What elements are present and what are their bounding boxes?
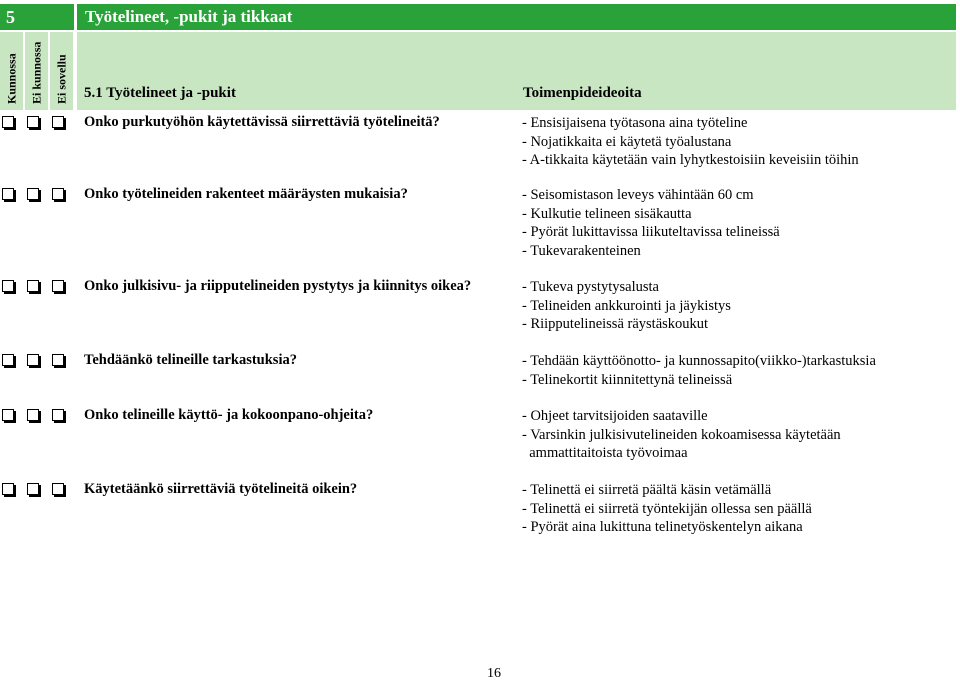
question-text: Onko telineille käyttö- ja kokoonpano-ohjeita? <box>84 407 374 423</box>
checkbox-group <box>2 188 82 202</box>
action-list <box>522 481 812 537</box>
action-item: - Telinettä ei siirretä työntekijän ollessa sen päällä <box>522 500 812 517</box>
checkbox-ei-kunnossa[interactable] <box>27 280 39 292</box>
checkbox-ei-kunnossa[interactable] <box>27 409 39 421</box>
action-item: - Ohjeet tarvitsijoiden saataville <box>522 408 708 424</box>
checkbox-kunnossa[interactable] <box>2 116 14 128</box>
checkbox-ei-kunnossa[interactable] <box>27 483 39 495</box>
column-header-kunnossa: Kunnossa <box>0 32 23 110</box>
checkbox-group <box>2 280 82 294</box>
section-title: Työtelineet, -pukit ja tikkaat <box>77 4 956 30</box>
question-text: Onko työtelineiden rakenteet määräysten mukaisia? <box>84 186 408 202</box>
action-item: - Varsinkin julkisivutelineiden kokoamisessa käytetään <box>522 426 841 443</box>
checkbox-kunnossa[interactable] <box>2 409 14 421</box>
checkbox-kunnossa[interactable] <box>2 354 14 366</box>
question-text: Tehdäänkö telineille tarkastuksia? <box>84 352 297 368</box>
subsection-header <box>77 32 956 110</box>
action-item: - Pyörät aina lukittuna telinetyöskentelyn aikana <box>522 519 803 535</box>
checkbox-group <box>2 354 82 368</box>
checkbox-group <box>2 116 82 130</box>
page-number: 16 <box>487 666 501 681</box>
action-item: - Tukeva pystytysalusta <box>522 279 659 295</box>
checkbox-ei-sovellu[interactable] <box>52 188 64 200</box>
action-item: - Nojatikkaita ei käytetä työalustana <box>522 133 732 150</box>
checkbox-ei-sovellu[interactable] <box>52 280 64 292</box>
checkbox-ei-kunnossa[interactable] <box>27 116 39 128</box>
action-list <box>522 407 841 463</box>
checkbox-ei-sovellu[interactable] <box>52 483 64 495</box>
column-header-ei-sovellu: Ei sovellu <box>50 32 73 110</box>
checkbox-ei-sovellu[interactable] <box>52 354 64 366</box>
action-item: - Telinekortit kiinnitettynä telineissä <box>522 371 733 388</box>
action-item: - A-tikkaita käytetään vain lyhytkestoisiin keveisiin töihin <box>522 152 859 168</box>
checkbox-ei-sovellu[interactable] <box>52 116 64 128</box>
action-list <box>522 352 876 389</box>
action-item: - Tukevarakenteinen <box>522 242 641 259</box>
question-text: Onko purkutyöhön käytettävissä siirrettäviä työtelineitä? <box>84 114 440 130</box>
action-list <box>522 278 731 334</box>
checkbox-kunnossa[interactable] <box>2 280 14 292</box>
action-list <box>522 186 780 260</box>
section-header <box>0 4 956 30</box>
action-item: - Seisomistason leveys vähintään 60 cm <box>522 187 754 203</box>
action-item: - Ensisijaisena työtasona aina työteline <box>522 115 748 131</box>
checkbox-ei-kunnossa[interactable] <box>27 354 39 366</box>
checkbox-column-headers <box>0 32 74 110</box>
action-item: - Telinettä ei siirretä päältä käsin vetämällä <box>522 482 772 498</box>
action-item: - Riipputelineissä räystäskoukut <box>522 316 709 332</box>
checkbox-ei-kunnossa[interactable] <box>27 188 39 200</box>
checkbox-group <box>2 483 82 497</box>
action-item: - Telineiden ankkurointi ja jäykistys <box>522 297 731 314</box>
checkbox-kunnossa[interactable] <box>2 188 14 200</box>
question-text: Onko julkisivu- ja riipputelineiden pystytys ja kiinnitys oikea? <box>84 278 472 294</box>
section-number: 5 <box>0 4 74 30</box>
actions-heading: Toimenpideideoita <box>523 85 642 101</box>
checkbox-kunnossa[interactable] <box>2 483 14 495</box>
action-item: - Pyörät lukittavissa liikuteltavissa telineissä <box>522 224 780 240</box>
column-header-ei-kunnossa: Ei kunnossa <box>25 32 48 110</box>
action-item: - Tehdään käyttöönotto- ja kunnossapito(viikko-)tarkastuksia <box>522 353 876 369</box>
checkbox-group <box>2 409 82 423</box>
action-item: - Kulkutie telineen sisäkautta <box>522 205 692 222</box>
action-item: ammattitaitoista työvoimaa <box>522 445 688 461</box>
checkbox-ei-sovellu[interactable] <box>52 409 64 421</box>
subsection-title: 5.1 Työtelineet ja -pukit <box>84 85 236 101</box>
action-list <box>522 114 859 170</box>
question-text: Käytetäänkö siirrettäviä työtelineitä oikein? <box>84 481 358 497</box>
